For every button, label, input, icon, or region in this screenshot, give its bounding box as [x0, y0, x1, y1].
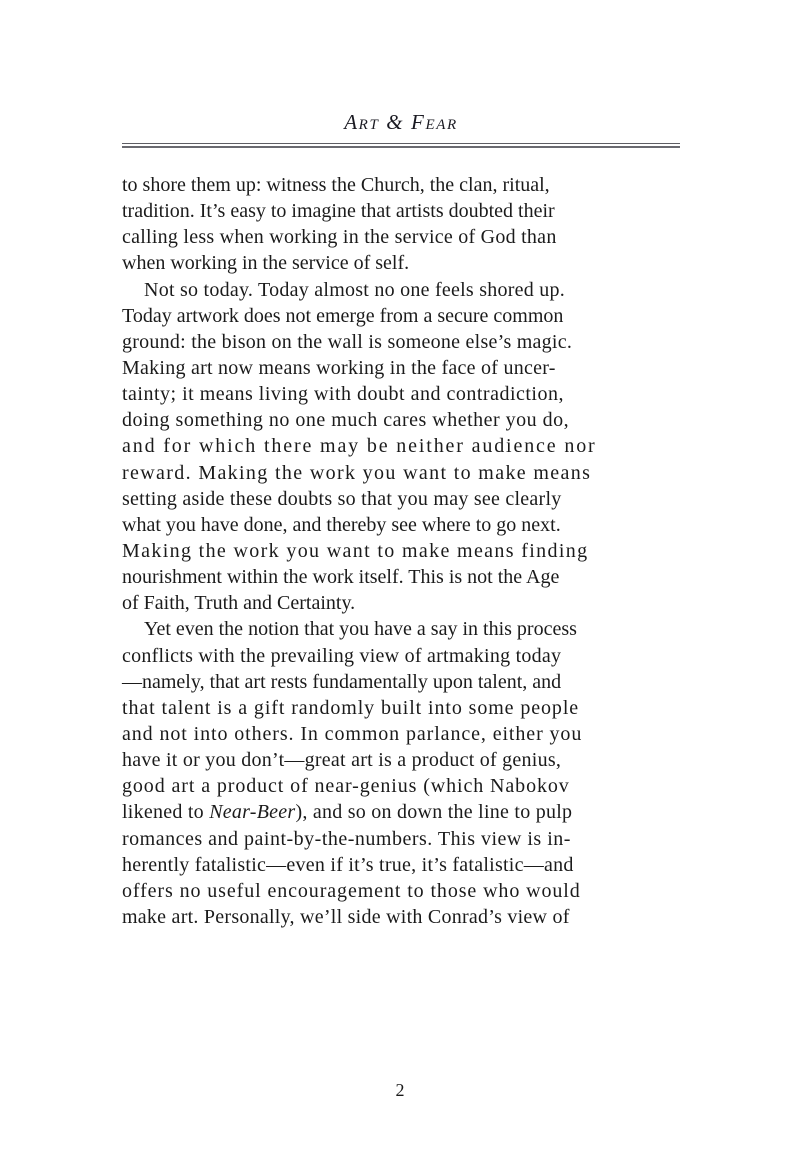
text-line: offers no useful encouragement to those who would [122, 879, 581, 902]
text-run: likened to [122, 801, 210, 824]
text-line: and for which there may be neither audience nor [122, 435, 597, 458]
text-line: conflicts with the prevailing view of artmaking today [122, 644, 562, 667]
text-line: and not into others. In common parlance, either you [122, 722, 583, 745]
text-line: herently fatalistic—even if it’s true, it’s fatalistic—and [122, 853, 574, 876]
text-line: setting aside these doubts so that you may see clearly [122, 487, 562, 510]
text-line: of Faith, Truth and Certainty. [122, 592, 356, 615]
text-line: doing something no one much cares whether you do, [122, 409, 570, 432]
text-line: when working in the service of self. [122, 252, 410, 275]
text-line: have it or you don’t—great art is a product of genius, [122, 749, 562, 772]
paragraph [122, 172, 682, 277]
text-line: romances and paint-by-the-numbers. This view is in- [122, 827, 571, 850]
paragraph [122, 277, 682, 617]
text-line: Not so today. Today almost no one feels shored up. [144, 278, 566, 301]
text-line: reward. Making the work you want to make means [122, 461, 592, 484]
page-number: 2 [395, 1080, 405, 1100]
header-rule-bottom [122, 146, 680, 148]
italic-phrase: Near-Beer [209, 801, 296, 824]
text-line: ground: the bison on the wall is someone else’s magic. [122, 330, 573, 353]
header-double-rule [122, 143, 680, 148]
text-line: make art. Personally, we’ll side with Conrad’s view of [122, 905, 570, 928]
text-line: to shore them up: witness the Church, the clan, ritual, [122, 174, 550, 196]
text-line: —namely, that art rests fundamentally upon talent, and [122, 670, 562, 693]
text-line: tainty; it means living with doubt and contradiction, [122, 383, 564, 406]
text-line: Making art now means working in the face of uncer- [122, 356, 556, 379]
text-line: that talent is a gift randomly built into some people [122, 696, 580, 719]
text-run: ), and so on down the line to pulp [295, 801, 573, 824]
text-line: Today artwork does not emerge from a secure common [122, 304, 564, 327]
running-head: Art & Fear [344, 110, 458, 134]
text-line [122, 799, 682, 825]
text-line: Yet even the notion that you have a say in this process [144, 618, 577, 641]
paragraph [122, 616, 682, 930]
text-line: nourishment within the work itself. This is not the Age [122, 566, 560, 589]
header-rule-top [122, 143, 680, 144]
text-line: what you have done, and thereby see where to go next. [122, 513, 561, 536]
text-line: good art a product of near-genius (which Nabokov [122, 775, 570, 798]
text-line: tradition. It’s easy to imagine that artists doubted their [122, 200, 555, 223]
body-text-block [122, 172, 682, 930]
text-line: calling less when working in the service of God than [122, 226, 557, 249]
text-line: Making the work you want to make means finding [122, 539, 589, 562]
